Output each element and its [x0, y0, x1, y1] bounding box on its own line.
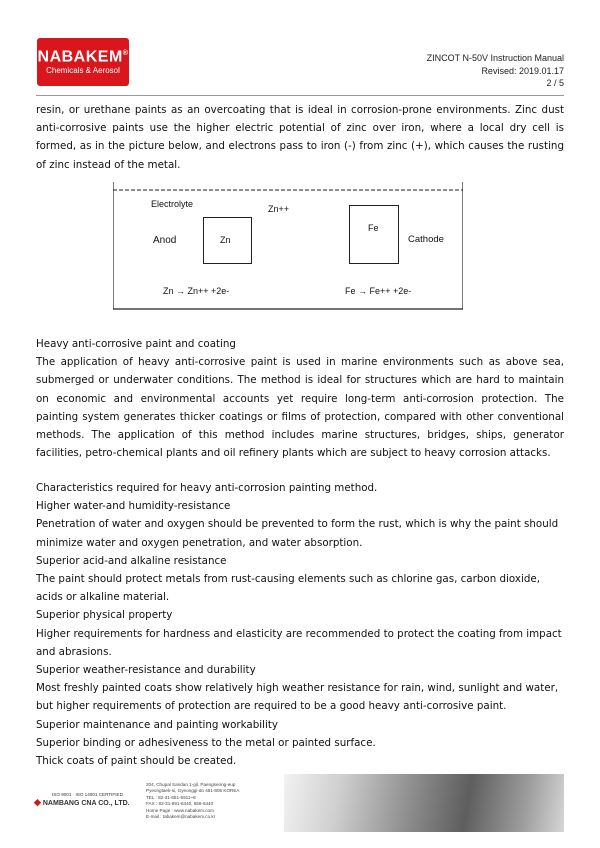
document-title: ZINCOT N-50V Instruction Manual — [426, 53, 564, 63]
water-resistance-body: Penetration of water and oxygen should be prevented to form the rust, which is why the paint should minimize water and oxygen penetration, and water absorption. — [36, 518, 559, 549]
heavy-coating-section — [36, 335, 564, 462]
intro-paragraph — [36, 101, 564, 174]
cathode-label: Cathode — [408, 234, 444, 245]
anode-label: Anod — [153, 235, 177, 246]
zinc-electrode-label: Zn — [220, 235, 231, 245]
company-address — [146, 782, 239, 820]
header-divider — [36, 95, 564, 96]
heavy-coating-body: The application of heavy anti-corrosive paint is used in marine environments such as above sea, submerged or underwater conditions. The method is ideal for structures which are hard to maintain on economic and environmental accounts yet require long-term anti-corrosion protection. The painting system generates thicker coatings or films of protection, compared with other conventional methods. The application of this method includes marine structures, bridges, ships, generator facilities, petro-chemical plants and oil refinery plants which are subject to heavy corrosion attacks. — [36, 356, 564, 460]
revision-date: Revised: 2019.01.17 — [481, 65, 564, 76]
nambang-logo — [34, 792, 130, 808]
nambang-mark-icon: ◆ — [34, 797, 41, 807]
zinc-electrode — [203, 217, 252, 264]
acid-alkaline-heading: Superior acid-and alkaline resistance — [36, 554, 227, 567]
zinc-equation: Zn → Zn++ +2e- — [163, 286, 230, 296]
industrial-photo — [284, 774, 564, 832]
iron-electrode — [349, 205, 399, 264]
nabakem-logo — [37, 38, 129, 86]
galvanic-cell-diagram — [113, 182, 463, 310]
logo-subtitle: Chemicals & Aerosol — [46, 66, 120, 76]
document-header-info — [427, 52, 564, 90]
weather-resistance-body: Most freshly painted coats show relatively high weather resistance for rain, wind, sunlight and water, but higher requirements of protection are required to be a good heavy anti-corrosive paint. — [36, 682, 559, 713]
maintenance-body: Superior binding or adhesiveness to the metal or painted surface. — [36, 736, 376, 749]
heavy-coating-heading: Heavy anti-corrosive paint and coating — [36, 338, 236, 350]
physical-property-heading: Superior physical property — [36, 609, 173, 622]
water-resistance-heading: Higher water-and humidity-resistance — [36, 500, 231, 513]
company-name: NAMBANG CNA CO., LTD. — [42, 800, 130, 807]
maintenance-heading: Superior maintenance and painting workability — [36, 718, 278, 731]
physical-property-body: Higher requirements for hardness and elasticity are recommended to protect the coating from impact and abrasions. — [36, 627, 562, 658]
page-footer — [0, 768, 600, 838]
iso-certification: ISO 9001 · ISO 14001 CERTIFIED — [52, 792, 123, 797]
email: E-mail : tabakem@nabakem.co.kr — [146, 814, 216, 820]
characteristics-intro: Characteristics required for heavy anti-corrosion painting method. — [36, 482, 378, 494]
electrolyte-label: Electrolyte — [151, 199, 194, 209]
logo-brand: NABAKEM® — [37, 48, 129, 66]
weather-resistance-heading: Superior weather-resistance and durability — [36, 664, 256, 677]
iron-electrode-label: Fe — [368, 223, 379, 233]
fax: FAX : 82-31-691-6440, 658-6440 — [146, 801, 214, 807]
page-number: 2 / 5 — [546, 78, 564, 88]
iron-equation: Fe → Fe++ +2e- — [345, 286, 412, 296]
thick-coats-note: Thick coats of paint should be created. — [36, 755, 237, 768]
address-line-2: Pyeongtaek-si, Gyeonggi-do 451-805 KOREA — [146, 788, 240, 794]
acid-alkaline-body: The paint should protect metals from rust-causing elements such as chlorine gas, carbon dioxide, acids or alkaline material. — [36, 573, 540, 604]
characteristics-section — [36, 479, 564, 770]
intro-text: resin, or urethane paints as an overcoating that is ideal in corrosion-prone environments. Zinc dust anti-corrosive paints use the higher electric potential of zinc over iron, where a local dry cell is formed, as in the picture below, and electrons pass to iron (-) from zinc (+), which causes the rusting of zinc instead of the metal. — [36, 104, 564, 171]
zinc-ion-label: Zn++ — [268, 204, 290, 214]
address-line-1: 204, Chupal Sandan 1-gil, Paengseong-eup — [146, 782, 236, 787]
telephone: TEL : 82-31-651-5911~8 — [146, 794, 196, 800]
homepage: Home Page : www.nabakem.com — [146, 807, 214, 813]
